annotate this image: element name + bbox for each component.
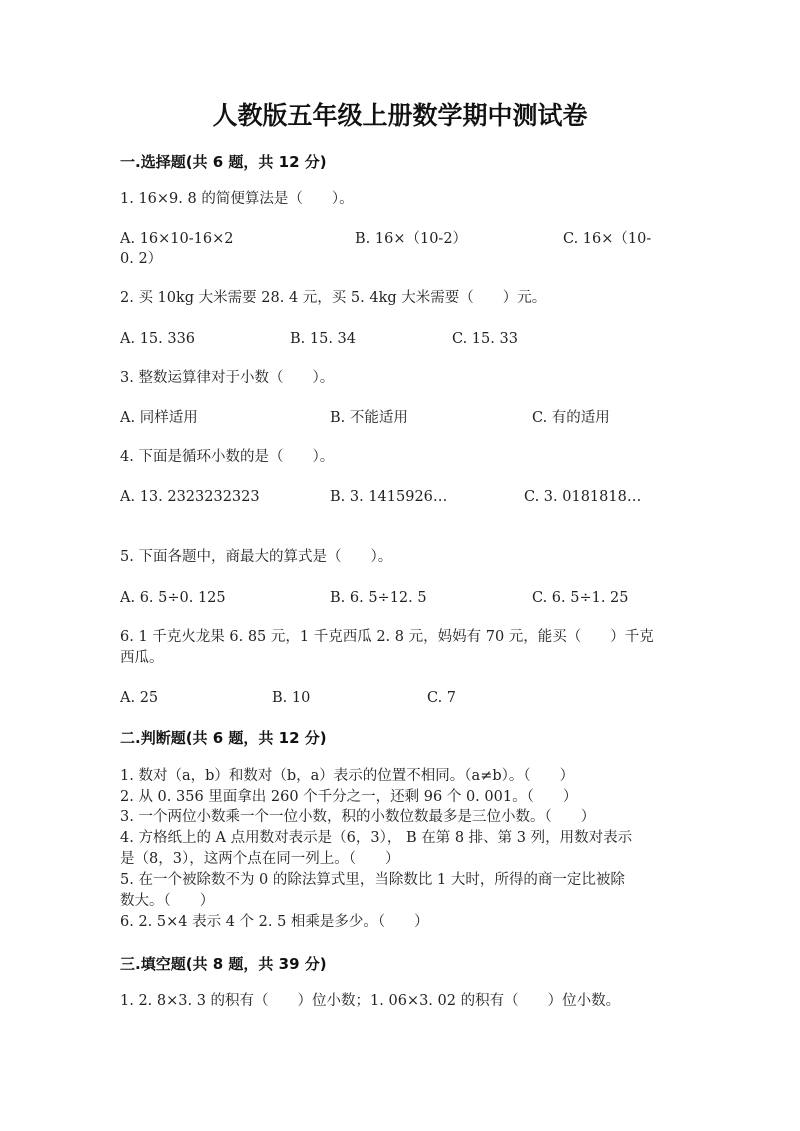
question-stem-continued: 西瓜。 — [120, 650, 164, 666]
question-stem: 4. 下面是循环小数的是（ ）。 — [120, 449, 335, 465]
judgement-line: 是（8，3），这两个点在同一列上。（ ） — [120, 851, 400, 867]
option-b: B. 6. 5÷12. 5 — [330, 590, 427, 606]
option-a: A. 同样适用 — [120, 410, 198, 426]
judgement-line: 5. 在一个被除数不为 0 的除法算式里，当除数比 1 大时，所得的商一定比被除 — [120, 872, 625, 888]
question-stem: 3. 整数运算律对于小数（ ）。 — [120, 370, 335, 386]
question-stem: 5. 下面各题中，商最大的算式是（ ）。 — [120, 549, 393, 565]
option-b: B. 16×（10-2） — [355, 231, 468, 247]
fill-blank-line: 1. 2. 8×3. 3 的积有（ ）位小数；1. 06×3. 02 的积有（ ）位小数。 — [120, 993, 621, 1009]
judgement-line: 3. 一个两位小数乘一个一位小数，积的小数位数最多是三位小数。（ ） — [120, 809, 596, 825]
section-heading-judgement: 二.判断题(共 6 题，共 12 分) — [120, 729, 327, 747]
option-c: C. 有的适用 — [532, 410, 610, 426]
section-heading-choice: 一.选择题(共 6 题，共 12 分) — [120, 153, 327, 171]
section-heading-fill-blank: 三.填空题(共 8 题，共 39 分) — [120, 955, 327, 973]
option-c: C. 7 — [427, 690, 457, 706]
question-stem: 2. 买 10kg 大米需要 28. 4 元，买 5. 4kg 大米需要（ ）元。 — [120, 290, 547, 306]
option-a: A. 16×10-16×2 — [120, 231, 234, 247]
question-stem: 6. 1 千克火龙果 6. 85 元，1 千克西瓜 2. 8 元，妈妈有 70 元，能买（ ）千克 — [120, 629, 654, 645]
option-b: B. 3. 1415926… — [330, 489, 448, 505]
judgement-line: 1. 数对（a，b）和数对（b，a）表示的位置不相同。（a≠b）。（ ） — [120, 768, 575, 784]
option-a: A. 6. 5÷0. 125 — [120, 590, 226, 606]
option-a: A. 15. 336 — [120, 331, 196, 347]
question-stem: 1. 16×9. 8 的简便算法是（ ）。 — [120, 191, 354, 207]
option-b: B. 不能适用 — [330, 410, 408, 426]
option-b: B. 10 — [272, 690, 311, 706]
option-c: C. 15. 33 — [452, 331, 518, 347]
judgement-line: 6. 2. 5×4 表示 4 个 2. 5 相乘是多少。（ ） — [120, 914, 429, 930]
option-c: C. 3. 0181818… — [524, 489, 642, 505]
option-b: B. 15. 34 — [290, 331, 356, 347]
option-c: C. 16×（10- — [563, 231, 652, 247]
judgement-line: 数大。（ ） — [120, 893, 215, 909]
option-c: C. 6. 5÷1. 25 — [532, 590, 629, 606]
option-c-continued: 0. 2） — [120, 251, 163, 267]
option-a: A. 25 — [120, 690, 159, 706]
judgement-line: 4. 方格纸上的 A 点用数对表示是（6，3）， B 在第 8 排、第 3 列，用数对表示 — [120, 830, 633, 846]
judgement-line: 2. 从 0. 356 里面拿出 260 个千分之一，还剩 96 个 0. 001。（ ） — [120, 789, 578, 805]
exam-title: 人教版五年级上册数学期中测试卷 — [212, 101, 588, 130]
option-a: A. 13. 2323232323 — [120, 489, 260, 505]
